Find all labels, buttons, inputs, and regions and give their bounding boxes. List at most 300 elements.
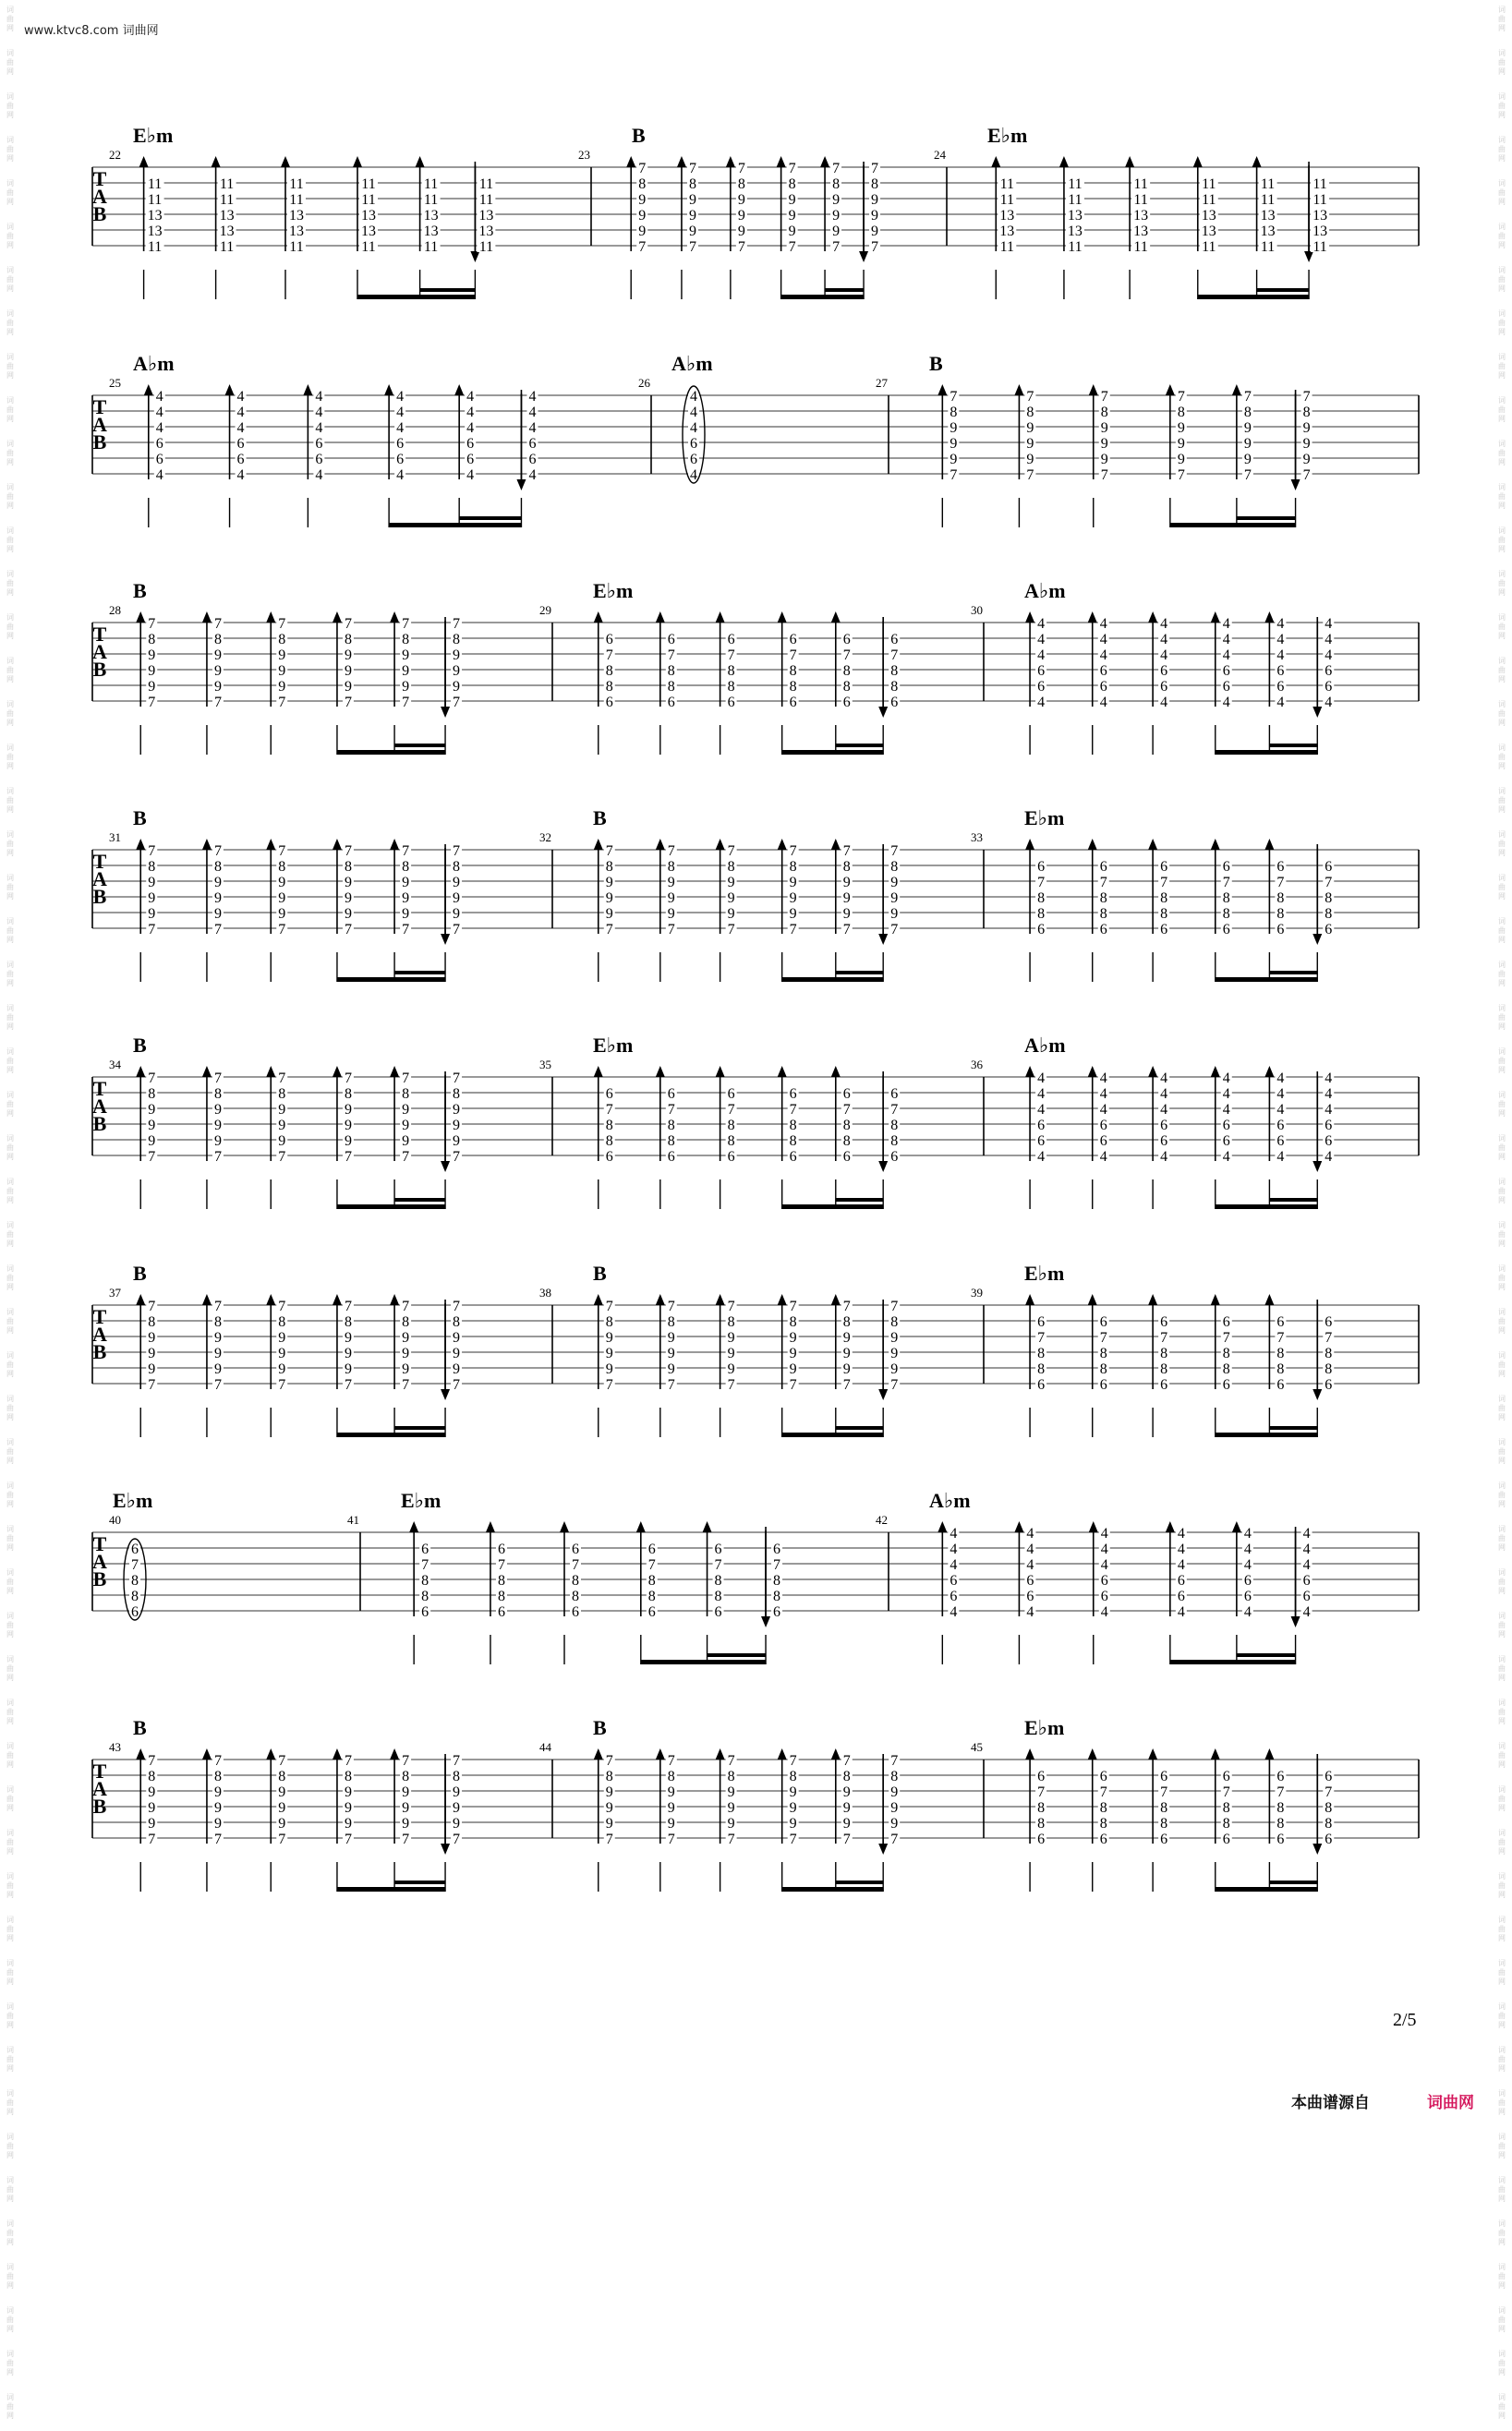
tab-clef-letter: T — [92, 1532, 107, 1555]
downstroke-arrow — [1312, 1389, 1322, 1400]
fret-number: 7 — [344, 1149, 352, 1165]
upstroke-arrow — [778, 1066, 787, 1077]
fret-number: 9 — [890, 1330, 899, 1346]
fret-number: 7 — [213, 922, 222, 937]
fret-number: 4 — [950, 1604, 958, 1620]
eighth-beam — [782, 1204, 884, 1209]
fret-number: 7 — [1302, 389, 1311, 405]
fret-number: 6 — [1037, 1377, 1046, 1393]
fret-number: 6 — [1026, 1589, 1034, 1604]
side-mark: 词 曲 网 — [6, 483, 14, 510]
fret-number: 8 — [1222, 1346, 1230, 1361]
upstroke-arrow — [656, 1066, 665, 1077]
fret-number: 7 — [148, 695, 156, 710]
fret-number: 7 — [890, 1832, 899, 1847]
side-mark: 词 曲 网 — [6, 1655, 14, 1682]
fret-number: 4 — [1222, 616, 1230, 632]
fret-number: 6 — [773, 1604, 781, 1620]
fret-number: 4 — [236, 405, 245, 420]
eighth-beam — [1170, 523, 1296, 527]
upstroke-arrow — [1088, 1748, 1097, 1760]
fret-number: 7 — [148, 1149, 156, 1165]
side-mark: 词 曲 网 — [1498, 2350, 1506, 2377]
fret-number: 11 — [289, 176, 304, 192]
fret-number: 6 — [1222, 1832, 1230, 1847]
upstroke-arrow — [1059, 156, 1069, 167]
side-mark: 词 曲 网 — [6, 1438, 14, 1465]
eighth-beam — [337, 977, 445, 982]
fret-number: 8 — [1325, 1800, 1333, 1816]
side-mark: 词 曲 网 — [6, 613, 14, 640]
fret-number: 7 — [344, 695, 352, 710]
fret-number: 7 — [148, 616, 156, 632]
downstroke-arrow — [441, 707, 450, 718]
upstroke-arrow — [202, 1066, 212, 1077]
fret-number: 4 — [950, 1542, 958, 1557]
fret-number: 7 — [278, 616, 286, 632]
fret-number: 11 — [147, 176, 163, 192]
fret-number: 9 — [842, 890, 851, 906]
fret-number: 9 — [667, 1346, 675, 1361]
fret-number: 9 — [789, 1346, 797, 1361]
fret-number: 4 — [950, 1526, 958, 1542]
fret-number: 9 — [344, 1330, 352, 1346]
fret-number: 9 — [667, 1784, 675, 1800]
fret-number: 8 — [148, 1769, 156, 1784]
fret-number: 9 — [148, 663, 156, 679]
fret-number: 4 — [1099, 632, 1107, 647]
fret-number: 6 — [890, 695, 899, 710]
fret-number: 7 — [950, 467, 958, 483]
fret-number: 7 — [402, 616, 410, 632]
side-mark: 词 曲 网 — [6, 2089, 14, 2116]
fret-number: 7 — [788, 161, 796, 176]
side-mark: 词 曲 网 — [6, 961, 14, 987]
fret-number: 4 — [1160, 616, 1168, 632]
fret-number: 9 — [213, 1800, 222, 1816]
fret-number: 8 — [278, 1086, 286, 1102]
eighth-beam — [337, 750, 445, 755]
fret-number: 9 — [688, 224, 696, 239]
fret-number: 9 — [842, 1330, 851, 1346]
fret-number: 7 — [1222, 875, 1230, 890]
fret-number: 9 — [842, 875, 851, 890]
downstroke-arrow — [441, 1161, 450, 1172]
fret-number: 13 — [1133, 224, 1149, 239]
upstroke-arrow — [937, 384, 947, 395]
fret-number: 8 — [789, 1769, 797, 1784]
fret-number: 4 — [1099, 1102, 1107, 1118]
upstroke-arrow — [266, 1748, 275, 1760]
fret-number: 9 — [344, 906, 352, 922]
fret-number: 8 — [890, 1118, 899, 1133]
side-mark: 词 曲 网 — [1498, 179, 1506, 206]
tab-clef-letter: B — [92, 1340, 107, 1363]
fret-number: 7 — [727, 1102, 735, 1118]
upstroke-arrow — [266, 839, 275, 850]
measure-number: 45 — [971, 1740, 983, 1754]
upstroke-arrow — [1025, 1294, 1034, 1305]
fret-number: 9 — [402, 1118, 410, 1133]
fret-number: 6 — [1302, 1573, 1311, 1589]
fret-number: 7 — [1222, 1784, 1230, 1800]
fret-number: 4 — [690, 467, 697, 483]
fret-number: 9 — [453, 1133, 461, 1149]
fret-number: 11 — [219, 176, 235, 192]
fret-number: 7 — [148, 1832, 156, 1847]
fret-number: 6 — [890, 1086, 899, 1102]
fret-number: 9 — [605, 890, 613, 906]
measure-number: 22 — [109, 148, 121, 162]
fret-number: 6 — [1037, 1832, 1046, 1847]
tab-clef-letter: B — [92, 1112, 107, 1135]
fret-number: 7 — [638, 161, 647, 176]
chord-name: B — [133, 1716, 147, 1739]
fret-number: 8 — [1222, 890, 1230, 906]
upstroke-arrow — [409, 1521, 418, 1532]
fret-number: 4 — [690, 389, 697, 405]
side-mark: 词 曲 网 — [1498, 483, 1506, 510]
fret-number: 8 — [1099, 1800, 1107, 1816]
fret-number: 8 — [1276, 890, 1285, 906]
side-mark: 词 曲 网 — [1498, 1264, 1506, 1291]
fret-number: 7 — [213, 1377, 222, 1393]
fret-number: 8 — [890, 679, 899, 695]
side-mark: 词 曲 网 — [1498, 2046, 1506, 2073]
fret-number: 4 — [396, 420, 405, 436]
fret-number: 7 — [1099, 1330, 1107, 1346]
fret-number: 9 — [344, 663, 352, 679]
fret-number: 8 — [605, 1133, 613, 1149]
fret-number: 8 — [1222, 1361, 1230, 1377]
fret-number: 8 — [773, 1573, 781, 1589]
fret-number: 6 — [842, 1086, 851, 1102]
fret-number: 9 — [453, 1102, 461, 1118]
chord-name: E♭m — [1024, 1262, 1065, 1285]
fret-number: 7 — [1100, 389, 1108, 405]
fret-number: 6 — [1037, 679, 1046, 695]
side-mark: 词 曲 网 — [6, 570, 14, 597]
fret-number: 9 — [727, 890, 735, 906]
fret-number: 4 — [1276, 695, 1285, 710]
fret-number: 9 — [344, 890, 352, 906]
source-label: 本曲谱源自 — [1291, 2094, 1370, 2112]
fret-number: 4 — [236, 467, 245, 483]
fret-number: 4 — [1160, 695, 1168, 710]
fret-number: 6 — [1037, 1314, 1046, 1330]
sixteenth-beam — [1257, 288, 1309, 292]
fret-number: 7 — [789, 647, 797, 663]
fret-number: 9 — [667, 875, 675, 890]
brand-logo-text: 词曲网 — [1427, 2094, 1474, 2112]
measure-number: 34 — [109, 1058, 121, 1071]
fret-number: 7 — [727, 647, 735, 663]
fret-number: 4 — [1177, 1542, 1185, 1557]
measure-number: 39 — [971, 1286, 983, 1300]
measure-number: 36 — [971, 1058, 983, 1071]
side-mark: 词 曲 网 — [1498, 353, 1506, 380]
upstroke-arrow — [390, 1294, 399, 1305]
sixteenth-beam — [394, 971, 445, 974]
fret-number: 9 — [890, 1784, 899, 1800]
fret-number: 6 — [155, 436, 163, 452]
downstroke-arrow — [1312, 1844, 1322, 1855]
measure-number: 23 — [578, 148, 590, 162]
fret-number: 4 — [1276, 616, 1285, 632]
side-mark: 词 曲 网 — [1498, 49, 1506, 76]
side-mark: 词 曲 网 — [1498, 1004, 1506, 1031]
measure-number: 24 — [934, 148, 946, 162]
upstroke-arrow — [636, 1521, 646, 1532]
fret-number: 9 — [950, 452, 958, 467]
fret-number: 7 — [667, 1102, 675, 1118]
fret-number: 8 — [453, 859, 461, 875]
fret-number: 7 — [1243, 467, 1252, 483]
upstroke-arrow — [778, 1294, 787, 1305]
upstroke-arrow — [390, 1066, 399, 1077]
fret-number: 11 — [999, 239, 1014, 255]
chord-name: B — [593, 806, 607, 829]
fret-number: 7 — [789, 1377, 797, 1393]
fret-number: 9 — [453, 1800, 461, 1816]
fret-number: 6 — [1100, 1589, 1108, 1604]
fret-number: 7 — [131, 1557, 139, 1573]
fret-number: 4 — [528, 405, 537, 420]
fret-number: 4 — [1100, 1542, 1108, 1557]
upstroke-arrow — [353, 156, 362, 167]
fret-number: 8 — [727, 1133, 735, 1149]
fret-number: 6 — [131, 1542, 139, 1557]
fret-number: 6 — [497, 1604, 505, 1620]
fret-number: 9 — [278, 1816, 286, 1832]
measure-number: 44 — [539, 1740, 551, 1754]
side-mark: 词 曲 网 — [1498, 1308, 1506, 1335]
fret-number: 4 — [466, 405, 475, 420]
fret-number: 7 — [148, 1070, 156, 1086]
fret-number: 11 — [1068, 239, 1083, 255]
fret-number: 6 — [1243, 1573, 1252, 1589]
measure-number: 29 — [539, 603, 551, 617]
fret-number: 4 — [1099, 1086, 1107, 1102]
fret-number: 8 — [737, 176, 745, 192]
fret-number: 9 — [1177, 420, 1185, 436]
fret-number: 4 — [1160, 1149, 1168, 1165]
fret-number: 8 — [1160, 1816, 1168, 1832]
fret-number: 8 — [1037, 906, 1046, 922]
fret-number: 9 — [213, 679, 222, 695]
upstroke-arrow — [139, 156, 149, 167]
measure-number: 30 — [971, 603, 983, 617]
fret-number: 4 — [1243, 1604, 1252, 1620]
upstroke-arrow — [778, 611, 787, 623]
fret-number: 13 — [1260, 224, 1276, 239]
fret-number: 11 — [478, 239, 494, 255]
fret-number: 9 — [344, 647, 352, 663]
fret-number: 4 — [155, 420, 163, 436]
eighth-beam — [782, 750, 884, 755]
fret-number: 9 — [890, 1800, 899, 1816]
fret-number: 8 — [213, 632, 222, 647]
upstroke-arrow — [831, 839, 841, 850]
fret-number: 11 — [361, 192, 376, 208]
fret-number: 6 — [647, 1542, 656, 1557]
fret-number: 8 — [789, 859, 797, 875]
fret-number: 9 — [832, 192, 841, 208]
fret-number: 8 — [213, 1769, 222, 1784]
fret-number: 11 — [1312, 176, 1327, 192]
fret-number: 9 — [842, 1784, 851, 1800]
side-mark: 词 曲 网 — [1498, 1872, 1506, 1899]
chord-name: B — [593, 1262, 607, 1285]
upstroke-arrow — [1025, 839, 1034, 850]
fret-number: 8 — [402, 1769, 410, 1784]
side-mark: 词 曲 网 — [1498, 526, 1506, 553]
fret-number: 8 — [950, 405, 958, 420]
upstroke-arrow — [333, 1066, 342, 1077]
fret-number: 9 — [278, 1800, 286, 1816]
upstroke-arrow — [1193, 156, 1203, 167]
fret-number: 8 — [727, 859, 735, 875]
measure-number: 38 — [539, 1286, 551, 1300]
side-mark: 词 曲 网 — [1498, 2219, 1506, 2246]
side-mark: 词 曲 网 — [6, 1568, 14, 1595]
fret-number: 9 — [842, 906, 851, 922]
side-mark: 词 曲 网 — [6, 2002, 14, 2029]
side-mark: 词 曲 网 — [6, 700, 14, 727]
fret-number: 8 — [1325, 890, 1333, 906]
upstroke-arrow — [1264, 611, 1274, 623]
side-mark: 词 曲 网 — [6, 2306, 14, 2333]
side-mark: 词 曲 网 — [6, 1351, 14, 1378]
downstroke-arrow — [441, 934, 450, 945]
upstroke-arrow — [1025, 611, 1034, 623]
fret-number: 9 — [638, 224, 647, 239]
fret-number: 8 — [842, 1314, 851, 1330]
fret-number: 6 — [1177, 1573, 1185, 1589]
eighth-beam — [782, 1433, 884, 1437]
fret-number: 9 — [278, 1784, 286, 1800]
fret-number: 4 — [1026, 1557, 1034, 1573]
sixteenth-beam — [459, 516, 521, 520]
fret-number: 7 — [344, 1070, 352, 1086]
fret-number: 7 — [842, 1832, 851, 1847]
fret-number: 9 — [871, 192, 879, 208]
fret-number: 8 — [1100, 405, 1108, 420]
fret-number: 6 — [1325, 1133, 1333, 1149]
fret-number: 8 — [842, 859, 851, 875]
fret-number: 13 — [478, 208, 494, 224]
fret-number: 7 — [402, 1299, 410, 1314]
fret-number: 6 — [528, 436, 537, 452]
measure-number: 32 — [539, 830, 551, 844]
fret-number: 6 — [155, 452, 163, 467]
fret-number: 7 — [402, 1832, 410, 1847]
fret-number: 7 — [605, 1377, 613, 1393]
fret-number: 7 — [727, 1753, 735, 1769]
fret-number: 4 — [528, 467, 537, 483]
fret-number: 8 — [1222, 1816, 1230, 1832]
fret-number: 6 — [842, 695, 851, 710]
side-mark: 词 曲 网 — [6, 309, 14, 336]
fret-number: 9 — [148, 1346, 156, 1361]
chord-name: B — [133, 806, 147, 829]
upstroke-arrow — [778, 1748, 787, 1760]
fret-number: 8 — [788, 176, 796, 192]
eighth-beam — [1216, 977, 1317, 982]
upstroke-arrow — [716, 839, 725, 850]
fret-number: 9 — [148, 1361, 156, 1377]
fret-number: 6 — [727, 695, 735, 710]
fret-number: 9 — [278, 906, 286, 922]
side-mark: 词 曲 网 — [6, 830, 14, 857]
fret-number: 7 — [667, 647, 675, 663]
fret-number: 4 — [950, 1557, 958, 1573]
fret-number: 6 — [1037, 1133, 1046, 1149]
tab-clef-letter: A — [92, 1777, 107, 1800]
fret-number: 8 — [344, 632, 352, 647]
fret-number: 4 — [1037, 1102, 1046, 1118]
fret-number: 7 — [344, 1377, 352, 1393]
upstroke-arrow — [594, 611, 603, 623]
fret-number: 6 — [1325, 1377, 1333, 1393]
fret-number: 4 — [1243, 1542, 1252, 1557]
fret-number: 11 — [361, 239, 376, 255]
fret-number: 8 — [278, 1769, 286, 1784]
upstroke-arrow — [486, 1521, 495, 1532]
fret-number: 11 — [423, 239, 439, 255]
eighth-beam — [357, 295, 475, 299]
fret-number: 4 — [690, 420, 697, 436]
fret-number: 6 — [236, 452, 245, 467]
fret-number: 9 — [453, 890, 461, 906]
fret-number: 8 — [344, 1769, 352, 1784]
tab-clef-letter: A — [92, 413, 107, 436]
fret-number: 13 — [361, 208, 376, 224]
fret-number: 8 — [453, 1086, 461, 1102]
tab-clef-letter: T — [92, 1305, 107, 1328]
fret-number: 9 — [278, 647, 286, 663]
upstroke-arrow — [1088, 839, 1097, 850]
fret-number: 9 — [278, 875, 286, 890]
fret-number: 9 — [453, 663, 461, 679]
side-mark: 词 曲 网 — [6, 1091, 14, 1118]
fret-number: 4 — [1160, 647, 1168, 663]
fret-number: 7 — [1243, 389, 1252, 405]
fret-number: 9 — [605, 1330, 613, 1346]
fret-number: 9 — [213, 890, 222, 906]
chord-name: E♭m — [401, 1489, 442, 1512]
fret-number: 9 — [213, 1102, 222, 1118]
fret-number: 7 — [1276, 875, 1285, 890]
fret-number: 9 — [344, 1816, 352, 1832]
fret-number: 7 — [572, 1557, 579, 1573]
fret-number: 8 — [890, 1314, 899, 1330]
downstroke-arrow — [878, 707, 888, 718]
fret-number: 9 — [890, 890, 899, 906]
fret-number: 7 — [890, 922, 899, 937]
side-mark: 词 曲 网 — [1498, 2176, 1506, 2203]
fret-number: 8 — [1099, 1816, 1107, 1832]
fret-number: 9 — [278, 1118, 286, 1133]
fret-number: 4 — [1222, 695, 1230, 710]
fret-number: 13 — [289, 224, 304, 239]
fret-number: 11 — [1133, 239, 1148, 255]
upstroke-arrow — [831, 1748, 841, 1760]
fret-number: 6 — [714, 1604, 722, 1620]
fret-number: 6 — [1222, 1133, 1230, 1149]
side-mark: 词 曲 网 — [1498, 744, 1506, 770]
side-mark: 词 曲 网 — [6, 136, 14, 163]
